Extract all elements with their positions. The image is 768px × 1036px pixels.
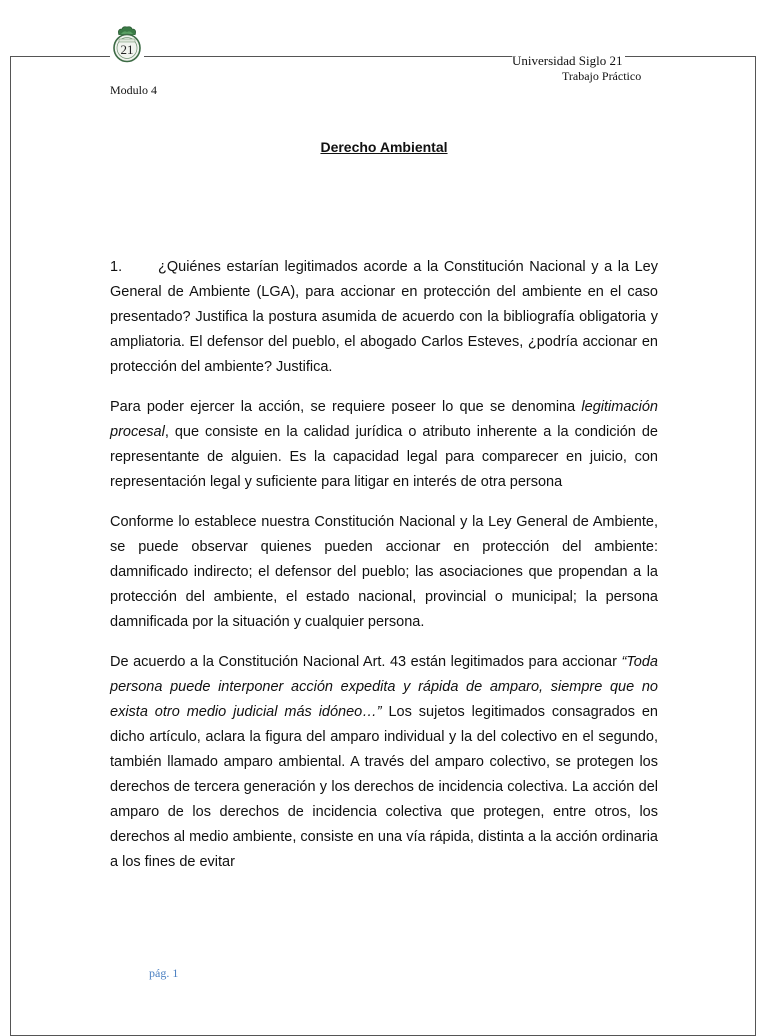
document-body <box>110 255 658 890</box>
university-logo <box>110 26 144 64</box>
emphasis-term: legitimación procesal <box>110 399 658 440</box>
paragraph-text: Los sujetos legitimados consagrados en dicho artículo, aclara la figura del amparo individual y la del colectivo en el segundo, también llamado amparo ambiental. A través del amparo colectivo, se protegen los derechos de tercera generación y los derechos de incidencia colectiva. La acción del amparo de los derechos de incidencia colectiva que protegen, entre otros, los derechos al medio ambiente, consiste en una vía rápida, distinta a la acción ordinaria a los fines de evitar <box>110 704 658 870</box>
svg-text:21: 21 <box>120 42 134 57</box>
paragraph-text: , que consiste en la calidad jurídica o atributo inherente a la condición de representante de alguien. Es la capacidad legal para comparecer en juicio, con representación legal y suficiente para litigar en interés de otra persona <box>110 424 658 490</box>
paragraph-art43 <box>110 650 658 875</box>
module-label: Modulo 4 <box>110 83 158 97</box>
question-number: 1. <box>110 259 123 275</box>
paragraph-constitucion: Conforme lo establece nuestra Constitución Nacional y la Ley General de Ambiente, se puede observar quienes pueden accionar en protección del ambiente: damnificado indirecto; el defensor del pueblo; las asociaciones que propendan a la protección del ambiente, el estado nacional, provincial o municipal; la persona damnificada por la situación y cualquier persona. <box>110 514 658 630</box>
assignment-label: Trabajo Práctico <box>562 69 642 83</box>
paragraph-legitimacion <box>110 395 658 495</box>
document-title: Derecho Ambiental <box>320 139 448 155</box>
page-number: pág. 1 <box>149 966 179 980</box>
article-quote: “Toda persona puede interponer acción expedita y rápida de amparo, siempre que no exista otro medio judicial más idóneo…” <box>110 654 658 720</box>
university-name: Universidad Siglo 21 <box>512 53 623 68</box>
paragraph-text: Para poder ejercer la acción, se requiere poseer lo que se denomina <box>110 399 582 415</box>
question-paragraph <box>110 255 658 380</box>
paragraph-text: De acuerdo a la Constitución Nacional Art. 43 están legitimados para accionar <box>110 654 622 670</box>
question-text: ¿Quiénes estarían legitimados acorde a la Constitución Nacional y a la Ley General de Ambiente (LGA), para accionar en protección del ambiente en el caso presentado? Justifica la postura asumida de acuerdo con la bibliografía obligatoria y ampliatoria. El defensor del pueblo, el abogado Carlos Esteves, ¿podría accionar en protección del ambiente? Justifica. <box>110 259 658 375</box>
